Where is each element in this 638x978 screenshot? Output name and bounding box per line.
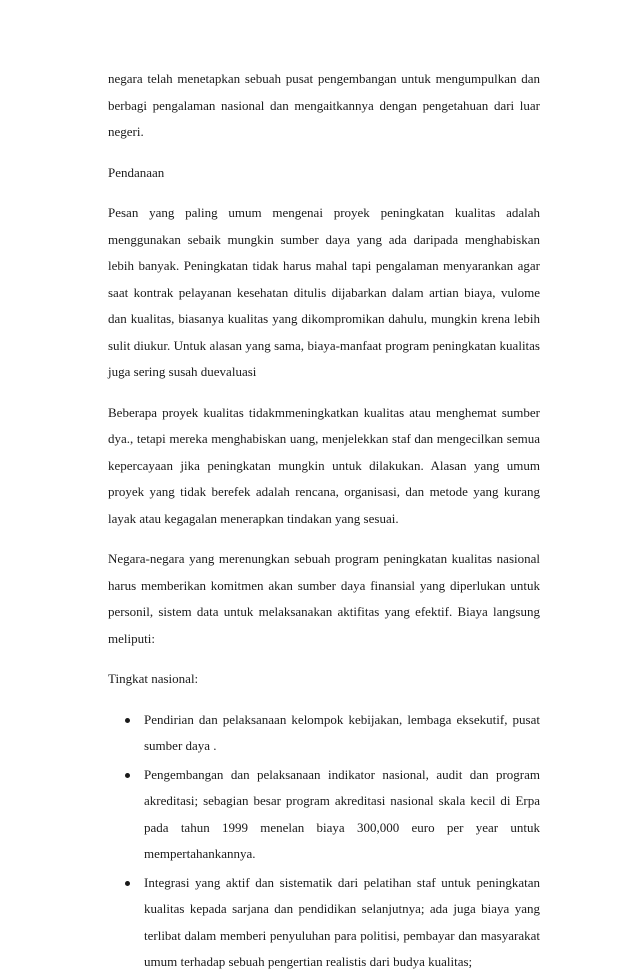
bullet-icon — [125, 773, 130, 778]
list-item-text: Integrasi yang aktif dan sistematik dari pelatihan staf untuk peningkatan kualitas kepada sarjana dan pendidikan selanjutnya; ada juga biaya yang terlibat dalam memberi penyuluhan para politisi, pembayar dan masyarakat umum terhadap sebuah pengertian realistis dari budya kualitas; — [144, 874, 540, 969]
bullet-icon — [125, 718, 130, 723]
list-item — [108, 707, 540, 760]
list-item — [108, 870, 540, 976]
paragraph-beberapa-proyek: Beberapa proyek kualitas tidakmmeningkatkan kualitas atau menghemat sumber dya., tetapi mereka menghabiskan uang, menjelekkan staf dan mengecilkan semua kepercayaan jika peningkatan mungkin untuk dilakukan. Alasan yang umum proyek yang tidak berefek adalah rencana, organisasi, dan metode yang kurang layak atau kegagalan menerapkan tindakan yang sesuai. — [108, 404, 540, 526]
paragraph-intro: negara telah menetapkan sebuah pusat pengembangan untuk mengumpulkan dan berbagi pengalaman nasional dan mengaitkannya dengan pengetahuan dari luar negeri. — [108, 71, 540, 139]
list-item-text: Pendirian dan pelaksanaan kelompok kebijakan, lembaga eksekutif, pusat sumber daya . — [144, 711, 540, 753]
paragraph-pesan: Pesan yang paling umum mengenai proyek peningkatan kualitas adalah menggunakan sebaik mungkin sumber daya yang ada daripada menghabiskan lebih banyak. Peningkatan tidak harus mahal tapi pengalaman menyarankan agar saat kontrak pelayanan kesehatan ditulis dijabarkan dalam artian biaya, vulome dan kualitas, biasanya kualitas yang dikompromikan dahulu, mungkin krena lebih sulit diukur. Untuk alasan yang sama, biaya-manfaat program peningkatan kualitas juga sering susah duevaluasi — [108, 205, 540, 379]
paragraph-tingkat-nasional: Tingkat nasional: — [108, 671, 199, 686]
list-item — [108, 762, 540, 868]
bullet-icon — [125, 881, 130, 886]
document-page — [108, 66, 540, 978]
bullet-list — [108, 707, 540, 976]
list-item-text: Pengembangan dan pelaksanaan indikator nasional, audit dan program akreditasi; sebagian besar program akreditasi nasional skala kecil di Erpa pada tahun 1999 menelan biaya 300,000 euro per year untuk mempertahankannya. — [144, 766, 540, 861]
paragraph-negara-negara: Negara-negara yang merenungkan sebuah program peningkatan kualitas nasional harus memberikan komitmen akan sumber daya finansial yang diperlukan untuk personil, sistem data untuk melaksanakan aktifitas yang efektif. Biaya langsung meliputi: — [108, 551, 540, 646]
section-heading-pendanaan: Pendanaan — [108, 164, 165, 180]
